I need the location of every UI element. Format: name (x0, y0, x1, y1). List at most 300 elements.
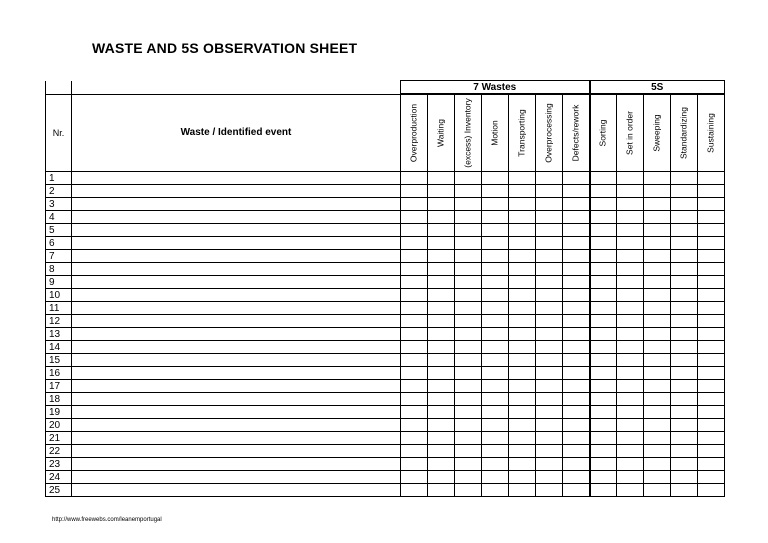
waste-check-cell[interactable] (482, 458, 509, 471)
fives-check-cell[interactable] (644, 354, 671, 367)
fives-check-cell[interactable] (590, 393, 617, 406)
fives-check-cell[interactable] (590, 172, 617, 185)
fives-check-cell[interactable] (590, 354, 617, 367)
waste-check-cell[interactable] (401, 419, 428, 432)
fives-check-cell[interactable] (617, 185, 644, 198)
waste-check-cell[interactable] (455, 354, 482, 367)
fives-check-cell[interactable] (590, 185, 617, 198)
fives-check-cell[interactable] (698, 367, 725, 380)
waste-check-cell[interactable] (509, 263, 536, 276)
fives-check-cell[interactable] (590, 380, 617, 393)
waste-check-cell[interactable] (482, 367, 509, 380)
waste-check-cell[interactable] (536, 406, 563, 419)
waste-check-cell[interactable] (455, 185, 482, 198)
waste-check-cell[interactable] (482, 315, 509, 328)
waste-check-cell[interactable] (428, 445, 455, 458)
fives-check-cell[interactable] (698, 250, 725, 263)
waste-check-cell[interactable] (455, 484, 482, 497)
waste-check-cell[interactable] (428, 419, 455, 432)
waste-check-cell[interactable] (563, 263, 590, 276)
waste-check-cell[interactable] (563, 185, 590, 198)
fives-check-cell[interactable] (671, 250, 698, 263)
fives-check-cell[interactable] (590, 211, 617, 224)
waste-check-cell[interactable] (563, 432, 590, 445)
waste-check-cell[interactable] (428, 224, 455, 237)
waste-check-cell[interactable] (509, 224, 536, 237)
waste-check-cell[interactable] (536, 276, 563, 289)
waste-check-cell[interactable] (563, 302, 590, 315)
fives-check-cell[interactable] (671, 315, 698, 328)
waste-check-cell[interactable] (455, 302, 482, 315)
fives-check-cell[interactable] (617, 302, 644, 315)
waste-check-cell[interactable] (563, 406, 590, 419)
waste-check-cell[interactable] (455, 406, 482, 419)
waste-check-cell[interactable] (428, 302, 455, 315)
waste-check-cell[interactable] (509, 211, 536, 224)
fives-check-cell[interactable] (617, 276, 644, 289)
event-cell[interactable] (72, 276, 401, 289)
fives-check-cell[interactable] (590, 445, 617, 458)
waste-check-cell[interactable] (482, 263, 509, 276)
waste-check-cell[interactable] (428, 237, 455, 250)
event-cell[interactable] (72, 250, 401, 263)
fives-check-cell[interactable] (698, 458, 725, 471)
fives-check-cell[interactable] (590, 406, 617, 419)
fives-check-cell[interactable] (644, 250, 671, 263)
waste-check-cell[interactable] (428, 198, 455, 211)
waste-check-cell[interactable] (563, 237, 590, 250)
event-cell[interactable] (72, 445, 401, 458)
event-cell[interactable] (72, 315, 401, 328)
waste-check-cell[interactable] (428, 250, 455, 263)
waste-check-cell[interactable] (509, 172, 536, 185)
waste-check-cell[interactable] (563, 393, 590, 406)
waste-check-cell[interactable] (563, 276, 590, 289)
fives-check-cell[interactable] (590, 224, 617, 237)
event-cell[interactable] (72, 354, 401, 367)
fives-check-cell[interactable] (644, 367, 671, 380)
fives-check-cell[interactable] (698, 237, 725, 250)
fives-check-cell[interactable] (644, 484, 671, 497)
fives-check-cell[interactable] (644, 458, 671, 471)
waste-check-cell[interactable] (428, 354, 455, 367)
waste-check-cell[interactable] (482, 354, 509, 367)
waste-check-cell[interactable] (455, 211, 482, 224)
fives-check-cell[interactable] (644, 380, 671, 393)
waste-check-cell[interactable] (509, 471, 536, 484)
fives-check-cell[interactable] (590, 432, 617, 445)
waste-check-cell[interactable] (428, 458, 455, 471)
waste-check-cell[interactable] (455, 289, 482, 302)
fives-check-cell[interactable] (590, 328, 617, 341)
fives-check-cell[interactable] (671, 328, 698, 341)
event-cell[interactable] (72, 471, 401, 484)
fives-check-cell[interactable] (617, 393, 644, 406)
fives-check-cell[interactable] (671, 393, 698, 406)
fives-check-cell[interactable] (644, 211, 671, 224)
waste-check-cell[interactable] (401, 393, 428, 406)
fives-check-cell[interactable] (590, 458, 617, 471)
waste-check-cell[interactable] (428, 328, 455, 341)
waste-check-cell[interactable] (509, 393, 536, 406)
fives-check-cell[interactable] (644, 289, 671, 302)
waste-check-cell[interactable] (482, 380, 509, 393)
waste-check-cell[interactable] (482, 224, 509, 237)
fives-check-cell[interactable] (671, 471, 698, 484)
waste-check-cell[interactable] (509, 406, 536, 419)
waste-check-cell[interactable] (401, 224, 428, 237)
waste-check-cell[interactable] (536, 393, 563, 406)
waste-check-cell[interactable] (455, 250, 482, 263)
fives-check-cell[interactable] (671, 406, 698, 419)
waste-check-cell[interactable] (401, 445, 428, 458)
waste-check-cell[interactable] (428, 406, 455, 419)
waste-check-cell[interactable] (482, 328, 509, 341)
fives-check-cell[interactable] (671, 185, 698, 198)
waste-check-cell[interactable] (455, 380, 482, 393)
waste-check-cell[interactable] (455, 341, 482, 354)
waste-check-cell[interactable] (401, 432, 428, 445)
fives-check-cell[interactable] (644, 224, 671, 237)
waste-check-cell[interactable] (401, 172, 428, 185)
fives-check-cell[interactable] (671, 484, 698, 497)
waste-check-cell[interactable] (536, 263, 563, 276)
fives-check-cell[interactable] (671, 458, 698, 471)
waste-check-cell[interactable] (401, 276, 428, 289)
waste-check-cell[interactable] (482, 276, 509, 289)
waste-check-cell[interactable] (401, 250, 428, 263)
fives-check-cell[interactable] (590, 419, 617, 432)
fives-check-cell[interactable] (644, 432, 671, 445)
fives-check-cell[interactable] (671, 302, 698, 315)
fives-check-cell[interactable] (617, 471, 644, 484)
waste-check-cell[interactable] (563, 289, 590, 302)
waste-check-cell[interactable] (428, 289, 455, 302)
waste-check-cell[interactable] (536, 302, 563, 315)
waste-check-cell[interactable] (482, 393, 509, 406)
fives-check-cell[interactable] (617, 354, 644, 367)
waste-check-cell[interactable] (509, 367, 536, 380)
waste-check-cell[interactable] (455, 315, 482, 328)
waste-check-cell[interactable] (482, 237, 509, 250)
fives-check-cell[interactable] (698, 406, 725, 419)
waste-check-cell[interactable] (509, 432, 536, 445)
fives-check-cell[interactable] (617, 380, 644, 393)
waste-check-cell[interactable] (428, 172, 455, 185)
waste-check-cell[interactable] (401, 211, 428, 224)
waste-check-cell[interactable] (536, 419, 563, 432)
fives-check-cell[interactable] (698, 328, 725, 341)
event-cell[interactable] (72, 328, 401, 341)
fives-check-cell[interactable] (617, 224, 644, 237)
waste-check-cell[interactable] (428, 380, 455, 393)
waste-check-cell[interactable] (455, 224, 482, 237)
event-cell[interactable] (72, 211, 401, 224)
waste-check-cell[interactable] (563, 471, 590, 484)
waste-check-cell[interactable] (509, 250, 536, 263)
waste-check-cell[interactable] (482, 445, 509, 458)
fives-check-cell[interactable] (671, 172, 698, 185)
fives-check-cell[interactable] (617, 341, 644, 354)
waste-check-cell[interactable] (536, 484, 563, 497)
event-cell[interactable] (72, 458, 401, 471)
waste-check-cell[interactable] (428, 276, 455, 289)
fives-check-cell[interactable] (671, 263, 698, 276)
waste-check-cell[interactable] (536, 328, 563, 341)
fives-check-cell[interactable] (671, 445, 698, 458)
waste-check-cell[interactable] (401, 406, 428, 419)
waste-check-cell[interactable] (482, 484, 509, 497)
waste-check-cell[interactable] (536, 354, 563, 367)
fives-check-cell[interactable] (698, 341, 725, 354)
waste-check-cell[interactable] (455, 198, 482, 211)
fives-check-cell[interactable] (590, 198, 617, 211)
fives-check-cell[interactable] (617, 445, 644, 458)
waste-check-cell[interactable] (509, 328, 536, 341)
fives-check-cell[interactable] (698, 380, 725, 393)
waste-check-cell[interactable] (482, 211, 509, 224)
fives-check-cell[interactable] (698, 302, 725, 315)
waste-check-cell[interactable] (509, 302, 536, 315)
fives-check-cell[interactable] (617, 367, 644, 380)
waste-check-cell[interactable] (563, 484, 590, 497)
event-cell[interactable] (72, 172, 401, 185)
fives-check-cell[interactable] (671, 198, 698, 211)
fives-check-cell[interactable] (617, 484, 644, 497)
waste-check-cell[interactable] (536, 341, 563, 354)
waste-check-cell[interactable] (482, 289, 509, 302)
waste-check-cell[interactable] (509, 419, 536, 432)
waste-check-cell[interactable] (428, 471, 455, 484)
waste-check-cell[interactable] (563, 198, 590, 211)
waste-check-cell[interactable] (401, 198, 428, 211)
fives-check-cell[interactable] (671, 224, 698, 237)
waste-check-cell[interactable] (401, 458, 428, 471)
waste-check-cell[interactable] (509, 276, 536, 289)
waste-check-cell[interactable] (509, 354, 536, 367)
waste-check-cell[interactable] (563, 445, 590, 458)
event-cell[interactable] (72, 341, 401, 354)
waste-check-cell[interactable] (455, 458, 482, 471)
waste-check-cell[interactable] (455, 445, 482, 458)
fives-check-cell[interactable] (644, 276, 671, 289)
waste-check-cell[interactable] (428, 263, 455, 276)
waste-check-cell[interactable] (455, 172, 482, 185)
waste-check-cell[interactable] (428, 341, 455, 354)
fives-check-cell[interactable] (698, 276, 725, 289)
fives-check-cell[interactable] (590, 341, 617, 354)
waste-check-cell[interactable] (509, 237, 536, 250)
waste-check-cell[interactable] (482, 406, 509, 419)
fives-check-cell[interactable] (698, 185, 725, 198)
event-cell[interactable] (72, 406, 401, 419)
waste-check-cell[interactable] (482, 432, 509, 445)
waste-check-cell[interactable] (536, 211, 563, 224)
waste-check-cell[interactable] (455, 367, 482, 380)
waste-check-cell[interactable] (482, 198, 509, 211)
waste-check-cell[interactable] (482, 172, 509, 185)
waste-check-cell[interactable] (536, 458, 563, 471)
fives-check-cell[interactable] (698, 315, 725, 328)
fives-check-cell[interactable] (644, 172, 671, 185)
waste-check-cell[interactable] (536, 380, 563, 393)
fives-check-cell[interactable] (617, 250, 644, 263)
waste-check-cell[interactable] (401, 484, 428, 497)
fives-check-cell[interactable] (671, 432, 698, 445)
waste-check-cell[interactable] (455, 419, 482, 432)
waste-check-cell[interactable] (455, 263, 482, 276)
event-cell[interactable] (72, 185, 401, 198)
waste-check-cell[interactable] (509, 315, 536, 328)
waste-check-cell[interactable] (509, 484, 536, 497)
waste-check-cell[interactable] (563, 458, 590, 471)
fives-check-cell[interactable] (617, 406, 644, 419)
fives-check-cell[interactable] (617, 315, 644, 328)
fives-check-cell[interactable] (590, 250, 617, 263)
fives-check-cell[interactable] (644, 185, 671, 198)
event-cell[interactable] (72, 393, 401, 406)
fives-check-cell[interactable] (644, 315, 671, 328)
fives-check-cell[interactable] (698, 484, 725, 497)
waste-check-cell[interactable] (401, 471, 428, 484)
fives-check-cell[interactable] (617, 419, 644, 432)
waste-check-cell[interactable] (428, 432, 455, 445)
waste-check-cell[interactable] (401, 302, 428, 315)
event-cell[interactable] (72, 380, 401, 393)
fives-check-cell[interactable] (590, 315, 617, 328)
waste-check-cell[interactable] (509, 458, 536, 471)
waste-check-cell[interactable] (455, 276, 482, 289)
waste-check-cell[interactable] (455, 328, 482, 341)
fives-check-cell[interactable] (698, 393, 725, 406)
fives-check-cell[interactable] (644, 328, 671, 341)
fives-check-cell[interactable] (617, 432, 644, 445)
waste-check-cell[interactable] (428, 484, 455, 497)
waste-check-cell[interactable] (536, 172, 563, 185)
waste-check-cell[interactable] (401, 341, 428, 354)
waste-check-cell[interactable] (401, 237, 428, 250)
waste-check-cell[interactable] (455, 237, 482, 250)
fives-check-cell[interactable] (617, 263, 644, 276)
event-cell[interactable] (72, 432, 401, 445)
waste-check-cell[interactable] (401, 380, 428, 393)
waste-check-cell[interactable] (536, 289, 563, 302)
waste-check-cell[interactable] (509, 341, 536, 354)
waste-check-cell[interactable] (563, 341, 590, 354)
waste-check-cell[interactable] (536, 315, 563, 328)
fives-check-cell[interactable] (644, 263, 671, 276)
fives-check-cell[interactable] (698, 354, 725, 367)
waste-check-cell[interactable] (563, 354, 590, 367)
waste-check-cell[interactable] (482, 185, 509, 198)
waste-check-cell[interactable] (428, 315, 455, 328)
waste-check-cell[interactable] (563, 328, 590, 341)
fives-check-cell[interactable] (671, 289, 698, 302)
waste-check-cell[interactable] (482, 341, 509, 354)
fives-check-cell[interactable] (617, 211, 644, 224)
waste-check-cell[interactable] (428, 211, 455, 224)
fives-check-cell[interactable] (590, 367, 617, 380)
fives-check-cell[interactable] (671, 276, 698, 289)
fives-check-cell[interactable] (698, 445, 725, 458)
fives-check-cell[interactable] (644, 198, 671, 211)
waste-check-cell[interactable] (401, 185, 428, 198)
waste-check-cell[interactable] (401, 328, 428, 341)
fives-check-cell[interactable] (644, 237, 671, 250)
waste-check-cell[interactable] (428, 367, 455, 380)
fives-check-cell[interactable] (644, 302, 671, 315)
waste-check-cell[interactable] (536, 250, 563, 263)
fives-check-cell[interactable] (671, 367, 698, 380)
fives-check-cell[interactable] (644, 406, 671, 419)
fives-check-cell[interactable] (590, 471, 617, 484)
fives-check-cell[interactable] (644, 471, 671, 484)
waste-check-cell[interactable] (563, 380, 590, 393)
fives-check-cell[interactable] (617, 458, 644, 471)
waste-check-cell[interactable] (563, 224, 590, 237)
waste-check-cell[interactable] (455, 471, 482, 484)
fives-check-cell[interactable] (617, 289, 644, 302)
waste-check-cell[interactable] (536, 237, 563, 250)
waste-check-cell[interactable] (563, 367, 590, 380)
fives-check-cell[interactable] (644, 445, 671, 458)
waste-check-cell[interactable] (482, 250, 509, 263)
waste-check-cell[interactable] (401, 315, 428, 328)
fives-check-cell[interactable] (698, 198, 725, 211)
waste-check-cell[interactable] (455, 432, 482, 445)
fives-check-cell[interactable] (644, 341, 671, 354)
waste-check-cell[interactable] (509, 185, 536, 198)
fives-check-cell[interactable] (671, 237, 698, 250)
waste-check-cell[interactable] (536, 198, 563, 211)
waste-check-cell[interactable] (482, 302, 509, 315)
fives-check-cell[interactable] (590, 484, 617, 497)
waste-check-cell[interactable] (455, 393, 482, 406)
waste-check-cell[interactable] (509, 380, 536, 393)
waste-check-cell[interactable] (563, 315, 590, 328)
fives-check-cell[interactable] (590, 302, 617, 315)
event-cell[interactable] (72, 289, 401, 302)
waste-check-cell[interactable] (428, 185, 455, 198)
fives-check-cell[interactable] (590, 289, 617, 302)
waste-check-cell[interactable] (536, 224, 563, 237)
waste-check-cell[interactable] (536, 367, 563, 380)
waste-check-cell[interactable] (509, 445, 536, 458)
fives-check-cell[interactable] (590, 237, 617, 250)
fives-check-cell[interactable] (617, 237, 644, 250)
waste-check-cell[interactable] (563, 419, 590, 432)
fives-check-cell[interactable] (698, 172, 725, 185)
waste-check-cell[interactable] (401, 367, 428, 380)
fives-check-cell[interactable] (671, 380, 698, 393)
fives-check-cell[interactable] (617, 198, 644, 211)
fives-check-cell[interactable] (698, 224, 725, 237)
event-cell[interactable] (72, 198, 401, 211)
waste-check-cell[interactable] (563, 250, 590, 263)
waste-check-cell[interactable] (536, 471, 563, 484)
fives-check-cell[interactable] (671, 341, 698, 354)
waste-check-cell[interactable] (428, 393, 455, 406)
fives-check-cell[interactable] (617, 172, 644, 185)
waste-check-cell[interactable] (401, 289, 428, 302)
fives-check-cell[interactable] (698, 419, 725, 432)
event-cell[interactable] (72, 224, 401, 237)
waste-check-cell[interactable] (482, 471, 509, 484)
fives-check-cell[interactable] (698, 471, 725, 484)
fives-check-cell[interactable] (671, 354, 698, 367)
fives-check-cell[interactable] (698, 263, 725, 276)
waste-check-cell[interactable] (401, 263, 428, 276)
